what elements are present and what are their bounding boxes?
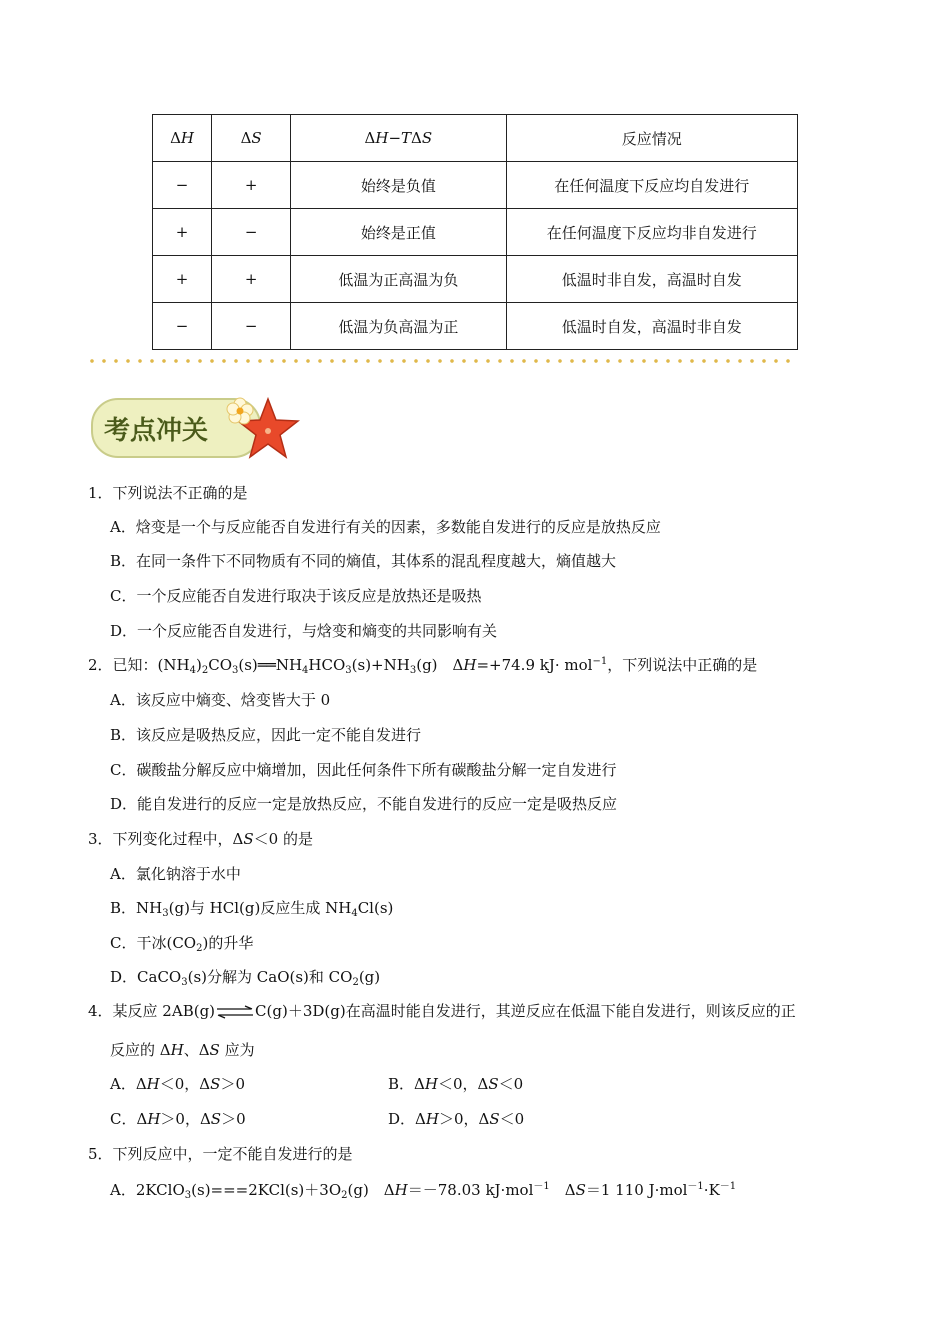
subscript: 4: [351, 908, 358, 919]
text-run: B．Δ: [388, 1075, 425, 1093]
text-run: 3．下列变化过程中，Δ: [88, 830, 244, 848]
text-run: (s)══NH: [238, 656, 303, 674]
table-cell: 在任何温度下反应均非自发进行: [506, 209, 797, 256]
question-3-option-b: [110, 897, 393, 919]
spontaneity-table: [152, 114, 798, 350]
italic-symbol: S: [210, 1110, 222, 1128]
italic-symbol: S: [489, 1110, 500, 1128]
text-run: ): [195, 656, 202, 674]
question-1-option-c: C．一个反应能否自发进行取决于该反应是放热还是吸热: [110, 587, 482, 605]
question-1-option-d: D．一个反应能否自发进行，与焓变和熵变的共同影响有关: [110, 622, 498, 640]
italic-symbol: S: [243, 830, 254, 848]
text-run: Δ: [549, 1181, 576, 1199]
question-3-option-a: A．氯化钠溶于水中: [110, 865, 241, 883]
text-run: ＞0: [221, 1110, 246, 1128]
subscript: 2: [201, 665, 209, 676]
text-run: C(g)＋3D(g)在高温时能自发进行，其逆反应在低温下能自发进行，则该反应的正: [255, 1002, 796, 1020]
italic-symbol: S: [575, 1181, 586, 1199]
text-run: ＞0: [220, 1075, 245, 1093]
text-run: ·K: [703, 1181, 720, 1199]
table-cell: 低温为正高温为负: [291, 256, 506, 303]
italic-symbol: S: [210, 1075, 221, 1093]
table-cell: 始终是正值: [291, 209, 506, 256]
table-cell: −: [212, 209, 291, 256]
question-4-option-d: [388, 1108, 524, 1129]
table-cell: 低温为负高温为正: [291, 303, 506, 350]
table-header-cell: ΔH−TΔS: [291, 115, 506, 162]
table-row: [153, 303, 798, 350]
text-run: D．CaCO: [110, 968, 182, 986]
italic-symbol: H: [463, 656, 477, 674]
question-4-option-c: [110, 1108, 246, 1129]
text-run: 2．已知：(NH: [88, 656, 190, 674]
table-cell: +: [153, 256, 212, 303]
table-cell: +: [212, 162, 291, 209]
table-header-cell: ΔS: [212, 115, 291, 162]
table-cell: +: [212, 256, 291, 303]
text-run: ＜0: [498, 1075, 524, 1093]
question-3-option-c: [110, 932, 253, 954]
text-run: ＝1 110 J·mol: [585, 1181, 688, 1199]
text-run: Cl(s): [357, 899, 394, 917]
text-run: B．NH: [110, 899, 163, 917]
question-3-stem: [88, 828, 313, 849]
italic-symbol: H: [394, 1181, 408, 1199]
table-cell: 始终是负值: [291, 162, 506, 209]
text-run: C．干冰(CO: [110, 934, 197, 952]
subscript: 3: [181, 977, 188, 988]
text-run: )的升华: [202, 934, 254, 952]
text-run: D．Δ: [388, 1110, 426, 1128]
table-row: [153, 162, 798, 209]
text-run: ，下列说法中正确的是: [607, 656, 758, 674]
text-run: 反应的 Δ: [110, 1041, 171, 1059]
question-1-stem: 1．下列说法不正确的是: [88, 484, 248, 502]
subscript: 3: [184, 1190, 192, 1201]
text-run: (g) Δ: [416, 656, 464, 674]
text-run: A．Δ: [110, 1075, 147, 1093]
table-cell: 低温时非自发，高温时自发: [506, 256, 797, 303]
question-2-option-c: C．碳酸盐分解反应中熵增加，因此任何条件下所有碳酸盐分解一定自发进行: [110, 761, 617, 779]
superscript: −1: [592, 656, 608, 667]
question-4-stem-line-2: [110, 1039, 255, 1060]
subscript: 3: [345, 665, 352, 676]
equilibrium-arrow-icon: [215, 1005, 255, 1019]
table-row: [153, 256, 798, 303]
subscript: 4: [189, 665, 196, 676]
italic-symbol: H: [425, 1110, 439, 1128]
question-5-stem: 5．下列反应中，一定不能自发进行的是: [88, 1145, 353, 1163]
italic-symbol: S: [488, 1075, 499, 1093]
superscript: －1: [719, 1181, 737, 1192]
question-1-option-b: B．在同一条件下不同物质有不同的熵值，其体系的混乱程度越大，熵值越大: [110, 552, 617, 570]
text-run: CO: [208, 656, 232, 674]
text-run: (g) Δ: [347, 1181, 395, 1199]
section-banner: [90, 393, 300, 463]
question-2-option-a: A．该反应中熵变、焓变皆大于 0: [110, 691, 331, 709]
question-3-option-d: [110, 966, 380, 988]
text-run: HCO: [308, 656, 346, 674]
text-run: A．2KClO: [110, 1181, 185, 1199]
table-header-cell: 反应情况: [506, 115, 797, 162]
question-2-stem: [88, 654, 757, 676]
question-4-option-a: [110, 1073, 245, 1094]
text-run: (g): [358, 968, 381, 986]
question-4-stem: [88, 1000, 796, 1021]
italic-symbol: S: [209, 1041, 220, 1059]
text-run: ＜0 的是: [253, 830, 313, 848]
table-cell: 低温时自发，高温时非自发: [506, 303, 797, 350]
question-2-option-d: D．能自发进行的反应一定是放热反应，不能自发进行的反应一定是吸热反应: [110, 795, 618, 813]
text-run: (s)分解为 CaO(s)和 CO: [187, 968, 353, 986]
dotted-divider: [86, 358, 798, 364]
subscript: 3: [162, 908, 169, 919]
subscript: 2: [196, 943, 203, 954]
text-run: ＜0: [499, 1110, 525, 1128]
table-row: [153, 209, 798, 256]
question-2-option-b: B．该反应是吸热反应，因此一定不能自发进行: [110, 726, 422, 744]
table-cell: +: [153, 209, 212, 256]
table-cell: −: [153, 162, 212, 209]
italic-symbol: H: [424, 1075, 438, 1093]
table-cell: −: [153, 303, 212, 350]
question-1-option-a: A．焓变是一个与反应能否自发进行有关的因素，多数能自发进行的反应是放热反应: [110, 518, 661, 536]
table-header-cell: ΔH: [153, 115, 212, 162]
subscript: 3: [409, 665, 417, 676]
text-run: C．Δ: [110, 1110, 148, 1128]
text-run: =+74.9 kJ· mol: [476, 656, 593, 674]
text-run: 4．某反应 2AB(g): [88, 1002, 216, 1020]
italic-symbol: H: [170, 1041, 184, 1059]
table-cell: 在任何温度下反应均自发进行: [506, 162, 797, 209]
text-run: (s)===2KCl(s)＋3O: [191, 1181, 342, 1199]
text-run: 应为: [219, 1041, 255, 1059]
table-cell: −: [212, 303, 291, 350]
subscript: 4: [302, 665, 309, 676]
text-run: (s)+NH: [351, 656, 410, 674]
text-run: ＝－78.03 kJ·mol: [407, 1181, 534, 1199]
text-run: ＞0，Δ: [438, 1110, 490, 1128]
table-header-row: [153, 115, 798, 162]
superscript: －1: [687, 1181, 704, 1192]
italic-symbol: H: [147, 1110, 161, 1128]
question-4-option-b: [388, 1073, 523, 1094]
text-run: ＜0，Δ: [437, 1075, 489, 1093]
subscript: 2: [352, 977, 359, 988]
text-run: ＞0，Δ: [160, 1110, 211, 1128]
italic-symbol: H: [146, 1075, 160, 1093]
text-run: 、Δ: [183, 1041, 210, 1059]
question-5-option-a: [110, 1177, 736, 1201]
superscript: －1: [533, 1181, 550, 1192]
subscript: 3: [232, 665, 239, 676]
text-run: (g)与 HCl(g)反应生成 NH: [168, 899, 352, 917]
banner-title: 考点冲关: [104, 416, 209, 446]
subscript: 2: [341, 1190, 348, 1201]
text-run: ＜0，Δ: [159, 1075, 211, 1093]
